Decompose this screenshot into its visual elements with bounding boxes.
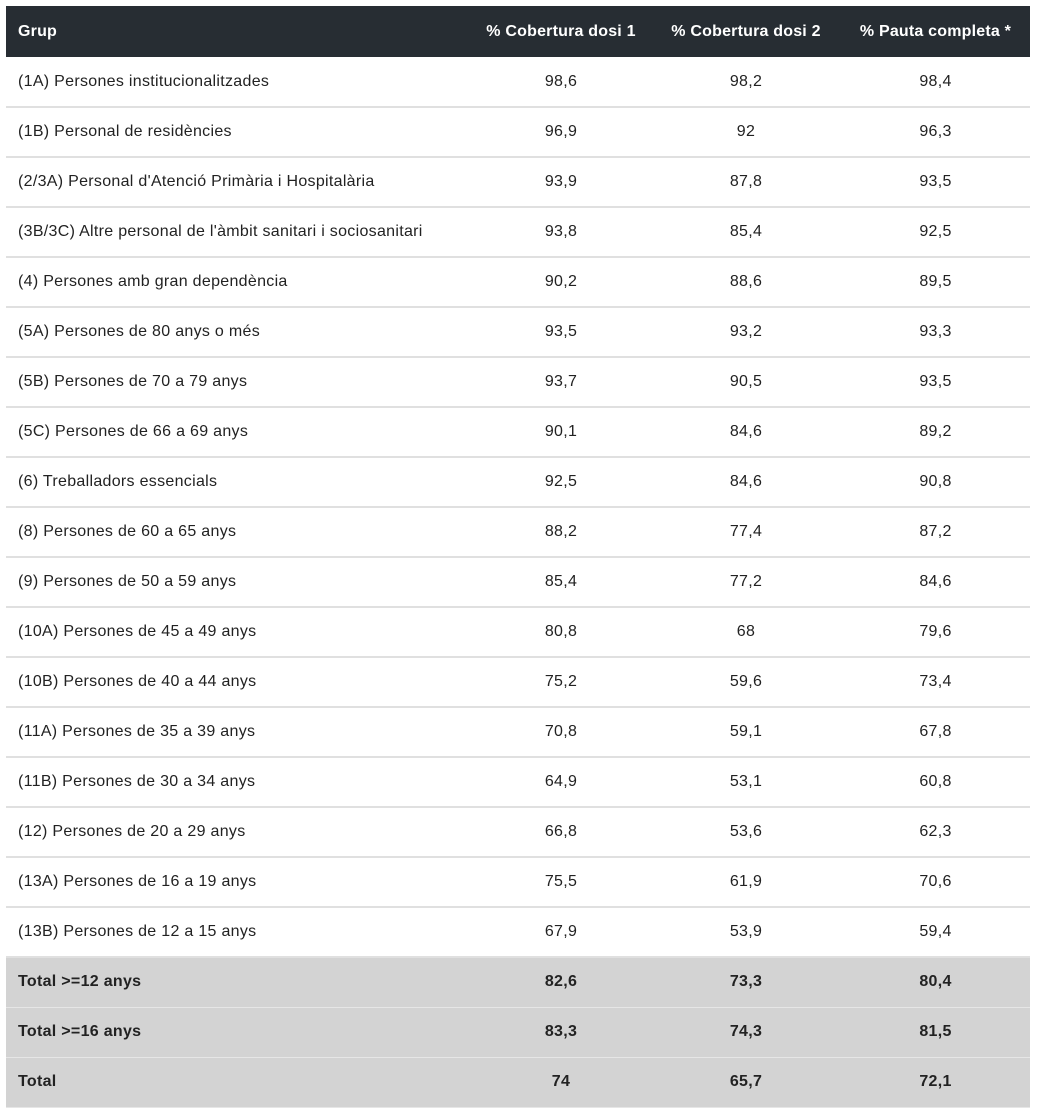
cell-pauta: 93,3 [919,323,952,340]
table-header [6,6,1030,57]
table-body [6,57,1030,1107]
cell-dosi1: 90,2 [544,273,578,290]
cell-dosi2: 77,2 [729,573,763,590]
table-row [6,207,1030,257]
cell-grup: (3B/3C) Altre personal de l'àmbit sanitari i sociosanitari [18,223,423,240]
cell-dosi2: 84,6 [729,423,763,440]
cell-pauta: 70,6 [919,873,952,890]
cell-grup: (10B) Persones de 40 a 44 anys [18,673,257,690]
cell-dosi1: 88,2 [544,523,578,540]
cell-dosi1: 67,9 [544,923,578,940]
cell-dosi1: 90,1 [544,423,578,440]
cell-dosi1: 93,8 [544,223,578,240]
table-row [6,457,1030,507]
cell-grup: Total >=12 anys [18,973,142,991]
table-row [6,257,1030,307]
cell-dosi2: 73,3 [729,973,763,991]
cell-pauta: 93,5 [919,173,952,190]
cell-dosi2: 59,1 [729,723,763,740]
header-grup: Grup [18,22,58,40]
cell-pauta: 72,1 [919,1073,952,1090]
cell-grup: (5B) Persones de 70 a 79 anys [18,373,248,390]
header-row [6,6,1030,57]
cell-dosi2: 84,6 [729,473,763,490]
cell-pauta: 73,4 [919,673,952,690]
table-row [6,657,1030,707]
cell-pauta: 93,5 [919,373,952,390]
cell-grup: (5C) Persones de 66 a 69 anys [18,423,249,440]
total-row [6,1057,1030,1107]
cell-dosi2: 93,2 [729,323,763,340]
table-row [6,807,1030,857]
cell-dosi1: 93,7 [544,373,578,390]
cell-grup: (1B) Personal de residències [18,123,232,140]
cell-pauta: 89,2 [919,423,952,440]
cell-dosi1: 75,2 [544,673,578,690]
cell-dosi2: 77,4 [729,523,763,540]
table-row [6,57,1030,107]
cell-dosi1: 83,3 [544,1023,578,1040]
cell-grup: (10A) Persones de 45 a 49 anys [18,623,257,640]
cell-grup: (9) Persones de 50 a 59 anys [18,573,237,590]
cell-pauta: 67,8 [919,723,952,740]
cell-dosi2: 87,8 [729,173,763,190]
cell-dosi1: 93,9 [544,173,578,190]
cell-grup: (6) Treballadors essencials [18,473,218,490]
cell-pauta: 59,4 [919,923,952,940]
cell-dosi2: 92 [736,123,756,140]
cell-dosi2: 74,3 [729,1023,763,1040]
table-row [6,357,1030,407]
cell-dosi1: 98,6 [544,72,578,90]
cell-pauta: 60,8 [919,773,952,790]
cell-pauta: 96,3 [919,123,952,140]
cell-dosi2: 68 [736,623,756,640]
header-pauta: % Pauta completa * [859,22,1012,40]
cell-dosi2: 90,5 [729,373,763,390]
cell-grup: (13B) Persones de 12 a 15 anys [18,923,257,940]
cell-grup: (4) Persones amb gran dependència [18,273,288,290]
cell-grup: (2/3A) Personal d'Atenció Primària i Hospitalària [18,173,375,190]
cell-dosi1: 74 [551,1073,571,1090]
cell-grup: (5A) Persones de 80 anys o més [18,323,261,340]
cell-grup: (11B) Persones de 30 a 34 anys [18,773,256,790]
cell-dosi1: 80,8 [544,623,578,640]
total-row [6,1007,1030,1057]
cell-dosi1: 85,4 [544,573,578,590]
table-row [6,407,1030,457]
cell-dosi1: 66,8 [544,823,578,840]
header-dosi2: % Cobertura dosi 2 [671,22,821,40]
cell-dosi2: 88,6 [729,273,763,290]
cell-dosi2: 98,2 [729,72,763,90]
cell-dosi1: 92,5 [544,473,578,490]
table-row [6,307,1030,357]
cell-grup: (11A) Persones de 35 a 39 anys [18,723,256,740]
cell-pauta: 90,8 [919,473,952,490]
cell-pauta: 92,5 [919,223,952,240]
cell-dosi1: 93,5 [544,323,578,340]
table-row [6,757,1030,807]
cell-pauta: 80,4 [919,973,952,991]
cell-dosi2: 53,9 [729,923,763,940]
cell-dosi2: 61,9 [729,873,763,890]
vaccination-coverage-table [6,6,1030,1108]
cell-dosi2: 85,4 [729,223,763,240]
cell-dosi1: 75,5 [544,873,578,890]
cell-pauta: 79,6 [919,623,952,640]
table-row [6,107,1030,157]
cell-grup: Total >=16 anys [18,1023,142,1040]
cell-pauta: 81,5 [919,1023,952,1040]
cell-grup: (1A) Persones institucionalitzades [18,72,270,90]
table-row [6,507,1030,557]
cell-dosi2: 53,1 [729,773,763,790]
table-row [6,557,1030,607]
table-row [6,157,1030,207]
header-dosi1: % Cobertura dosi 1 [486,22,636,40]
cell-grup: (13A) Persones de 16 a 19 anys [18,873,257,890]
table-row [6,707,1030,757]
cell-grup: (8) Persones de 60 a 65 anys [18,523,237,540]
cell-dosi2: 59,6 [729,673,763,690]
cell-dosi1: 82,6 [544,973,578,991]
cell-pauta: 84,6 [919,573,952,590]
cell-dosi1: 96,9 [544,123,578,140]
cell-dosi2: 53,6 [729,823,763,840]
cell-grup: Total [18,1073,57,1090]
cell-pauta: 87,2 [919,523,952,540]
cell-dosi1: 70,8 [544,723,578,740]
cell-dosi1: 64,9 [544,773,578,790]
table-row [6,607,1030,657]
table-row [6,857,1030,907]
coverage-table-container [6,6,1030,1108]
cell-dosi2: 65,7 [729,1073,763,1090]
total-row [6,957,1030,1007]
cell-pauta: 89,5 [919,273,952,290]
cell-pauta: 98,4 [919,72,952,90]
table-row [6,907,1030,957]
cell-grup: (12) Persones de 20 a 29 anys [18,823,246,840]
cell-pauta: 62,3 [919,823,952,840]
